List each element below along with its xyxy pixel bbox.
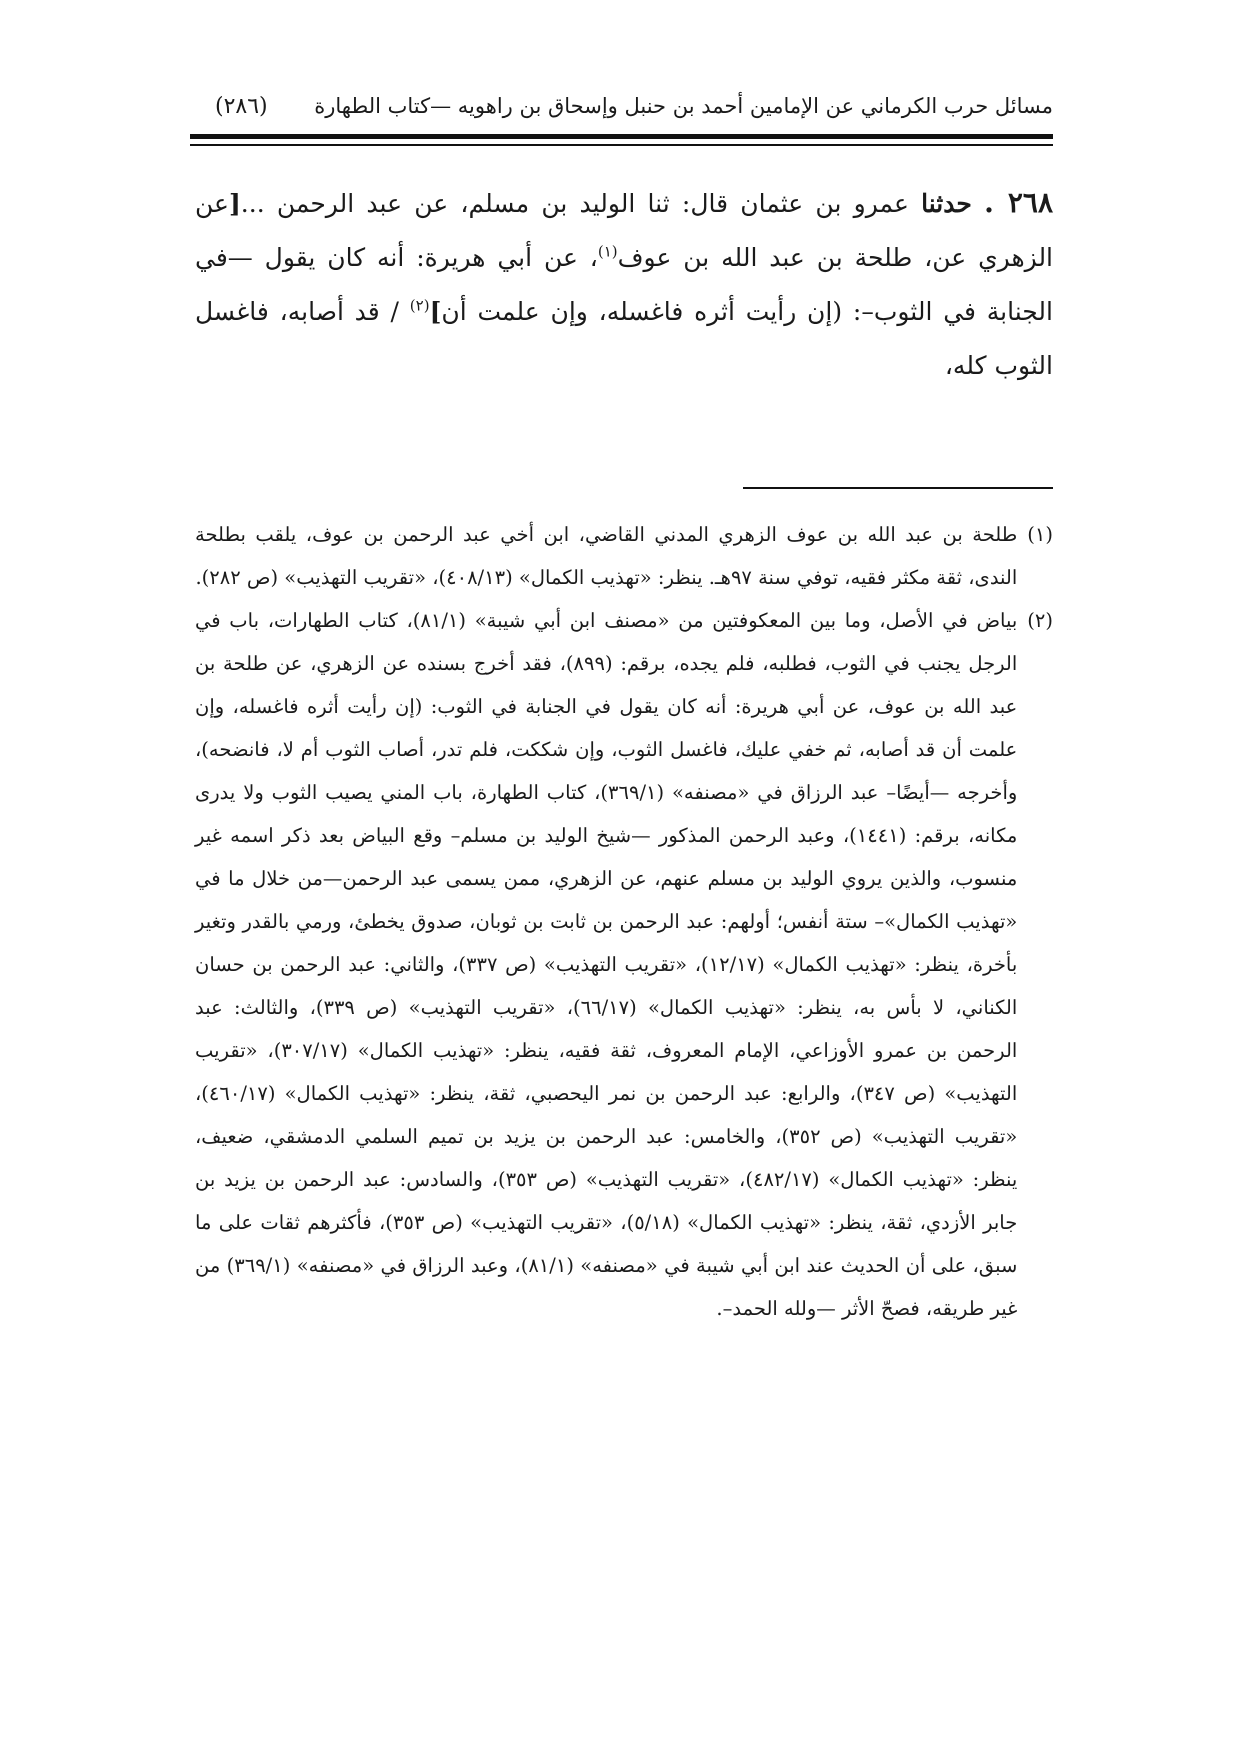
footnote-2 xyxy=(195,599,1053,1330)
bracket-close: ] xyxy=(429,297,442,326)
footnotes-section xyxy=(195,513,1053,1330)
footnote-text: بياض في الأصل، وما بين المعكوفتين من «مصنف ابن أبي شيبة» (٨١/١)، كتاب الطهارات، باب في الرجل يجنب في الثوب، فطلبه، فلم يجده، برقم: (٨٩٩)، فقد أخرج بسنده عن الزهري، عن طلحة بن عبد الله بن عوف، عن أبي هريرة: أنه كان يقول في الجنابة في الثوب: (إن رأيت أثره فاغسله، وإن علمت أن قد أصابه، ثم خفي عليك، فاغسل الثوب، وإن شككت، فلم تدر، أصاب الثوب أم لا، فانضحه)، وأخرجه —أيضًا– عبد الرزاق في «مصنفه» (٣٦٩/١)، كتاب الطهارة، باب المني يصيب الثوب ولا يدرى مكانه، برقم: (١٤٤١)، وعبد الرحمن المذكور —شيخ الوليد بن مسلم– وقع البياض بعد ذكر اسمه غير منسوب، والذين يروي الوليد بن مسلم عنهم، عن الزهري، ممن يسمى عبد الرحمن—من خلال ما في «تهذيب الكمال»– ستة أنفس؛ أولهم: عبد الرحمن بن ثابت بن ثوبان، صدوق يخطئ، ورمي بالقدر وتغير بأخرة، ينظر: «تهذيب الكمال» (١٢/١٧)، «تقريب التهذيب» (ص ٣٣٧)، والثاني: عبد الرحمن بن حسان الكناني، لا بأس به، ينظر: «تهذيب الكمال» (٦٦/١٧)، «تقريب التهذيب» (ص ٣٣٩)، والثالث: عبد الرحمن بن عمرو الأوزاعي، الإمام المعروف، ثقة فقيه، ينظر: «تهذيب الكمال» (٣٠٧/١٧)، «تقريب التهذيب» (ص ٣٤٧)، والرابع: عبد الرحمن بن نمر اليحصبي، ثقة، ينظر: «تهذيب الكمال» (٤٦٠/١٧)، «تقريب التهذيب» (ص ٣٥٢)، والخامس: عبد الرحمن بن يزيد بن تميم السلمي الدمشقي، ضعيف، ينظر: «تهذيب الكمال» (٤٨٢/١٧)، «تقريب التهذيب» (ص ٣٥٣)، والسادس: عبد الرحمن بن يزيد بن جابر الأزدي، ثقة، ينظر: «تهذيب الكمال» (٥/١٨)، «تقريب التهذيب» (ص ٣٥٣)، فأكثرهم ثقات على ما سبق، على أن الحديث عند ابن أبي شيبة في «مصنفه» (٨١/١)، وعبد الرزاق في «مصنفه» (٣٦٩/١) من غير طريقه، فصحّ الأثر —ولله الحمد–. xyxy=(195,609,1018,1320)
page-number: (٢٨٦) xyxy=(215,93,268,119)
header-rule-thick xyxy=(190,134,1053,139)
footnote-1 xyxy=(195,513,1053,599)
hadith-text-part2: عن الزهري عن، طلحة بن عبد الله بن عوف xyxy=(195,189,1054,272)
footnote-number: (١) xyxy=(1027,523,1053,546)
hadith-number: ٢٦٨ . xyxy=(984,186,1053,219)
footnote-ref-2[interactable]: (٢) xyxy=(409,296,430,315)
header-rule-thin xyxy=(190,144,1053,146)
hadith-text-part3: ، عن أبي هريرة: أنه كان يقول —في الجنابة في الثوب–: (إن رأيت أثره فاغسله، وإن علمت أن xyxy=(195,243,1053,326)
hadith-text-part1: عمرو بن عثمان قال: ثنا الوليد بن مسلم، عن عبد الرحمن ... xyxy=(240,189,922,218)
footnote-number: (٢) xyxy=(1027,609,1053,632)
footnote-text: طلحة بن عبد الله بن عوف الزهري المدني القاضي، ابن أخي عبد الرحمن بن عوف، يلقب بطلحة الندى، ثقة مكثر فقيه، توفي سنة ٩٧هـ. ينظر: «تهذيب الكمال» (٤٠٨/١٣)، «تقريب التهذيب» (ص ٢٨٢). xyxy=(195,523,1018,589)
running-header xyxy=(215,86,1053,126)
hadith-lead-word: حدثنا xyxy=(921,189,972,218)
footnote-ref-1[interactable]: (١) xyxy=(597,242,618,261)
header-title: مسائل حرب الكرماني عن الإمامين أحمد بن حنبل وإسحاق بن راهويه —كتاب الطهارة xyxy=(314,94,1053,118)
footnote-separator xyxy=(743,487,1053,489)
bracket-open: [ xyxy=(228,189,241,218)
hadith-text-part4: / قد أصابه، فاغسل الثوب كله، xyxy=(195,297,1053,380)
hadith-paragraph xyxy=(195,176,1053,393)
